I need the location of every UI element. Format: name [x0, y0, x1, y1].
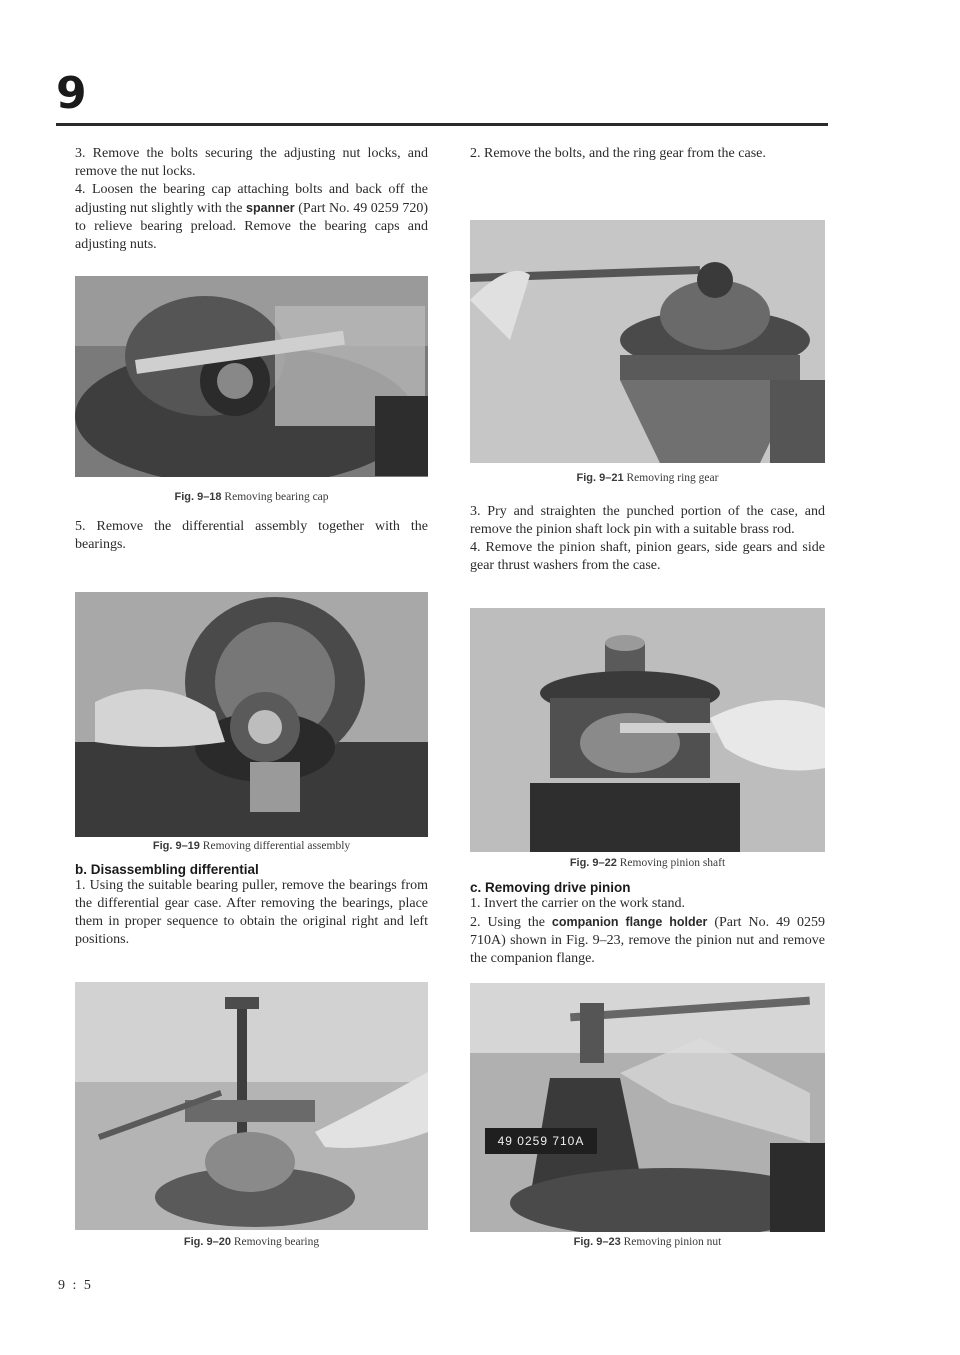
section-c-step-1: 1. Invert the carrier on the work stand.	[470, 896, 685, 911]
header-rule	[56, 123, 828, 126]
tool-part-number-label: 49 0259 710A	[485, 1128, 597, 1154]
right-step-3: 3. Pry and straighten the punched portion of the case, and remove the pinion shaft lock pin with a suitable brass rod.	[470, 504, 825, 537]
photo-fig-9-20	[75, 982, 428, 1230]
chapter-number: 9	[56, 68, 87, 119]
left-step-3: 3. Remove the bolts securing the adjusting nut locks, and remove the nut locks.	[75, 146, 428, 179]
section-b-block	[75, 862, 428, 949]
right-step-4: 4. Remove the pinion shaft, pinion gears, side gears and side gear thrust washers from the case.	[470, 540, 825, 573]
companion-flange-holder-tool-name: companion flange holder	[551, 915, 708, 929]
photo-fig-9-18	[75, 276, 428, 477]
page-number: 9 : 5	[58, 1278, 93, 1293]
fig-9-22-caption: Fig. 9–22 Removing pinion shaft	[569, 857, 726, 869]
photo-fig-9-23	[470, 983, 825, 1232]
section-c-block	[470, 880, 825, 968]
bearing-puller-photo-illustration	[75, 982, 428, 1230]
right-step-2: 2. Remove the bolts, and the ring gear from the case.	[470, 146, 766, 161]
left-step-5: 5. Remove the differential assembly together with the bearings.	[75, 519, 428, 552]
pinion-nut-photo-illustration	[470, 983, 825, 1232]
photo-fig-9-19	[75, 592, 428, 837]
fig-9-21-caption: Fig. 9–21 Removing ring gear	[576, 472, 719, 484]
bearing-cap-photo-illustration	[75, 276, 428, 477]
fig-9-20-caption: Fig. 9–20 Removing bearing	[183, 1236, 320, 1248]
photo-fig-9-22	[470, 608, 825, 852]
section-c-step-2: 2. Using the companion flange holder (Part No. 49 0259 710A) shown in Fig. 9–23, remove the pinion nut and remove the companion flange.	[470, 915, 826, 966]
differential-assembly-photo-illustration	[75, 592, 428, 837]
left-intro-text	[75, 145, 428, 254]
spanner-tool-name: spanner	[246, 201, 295, 215]
section-c-heading: c. Removing drive pinion	[470, 880, 631, 895]
right-step-2-block	[470, 145, 825, 163]
right-steps-3-4	[470, 503, 825, 575]
left-step-4: 4. Loosen the bearing cap attaching bolts and back off the adjusting nut slightly with the spanner (Part No. 49 0259 720) to relieve bearing preload. Remove the bearing caps and adjusting nuts.	[75, 182, 428, 252]
left-step-5-block	[75, 518, 428, 554]
ring-gear-photo-illustration	[470, 220, 825, 463]
pinion-shaft-photo-illustration	[470, 608, 825, 852]
fig-9-23-caption: Fig. 9–23 Removing pinion nut	[573, 1236, 722, 1248]
section-b-heading: b. Disassembling differential	[75, 862, 259, 877]
fig-9-18-caption: Fig. 9–18 Removing bearing cap	[174, 491, 329, 503]
fig-9-19-caption: Fig. 9–19 Removing differential assembly	[152, 840, 351, 852]
section-b-step-1: 1. Using the suitable bearing puller, remove the bearings from the differential gear case. After removing the bearings, place them in proper sequence to obtain the original right and left positions.	[75, 878, 428, 947]
photo-fig-9-21	[470, 220, 825, 463]
